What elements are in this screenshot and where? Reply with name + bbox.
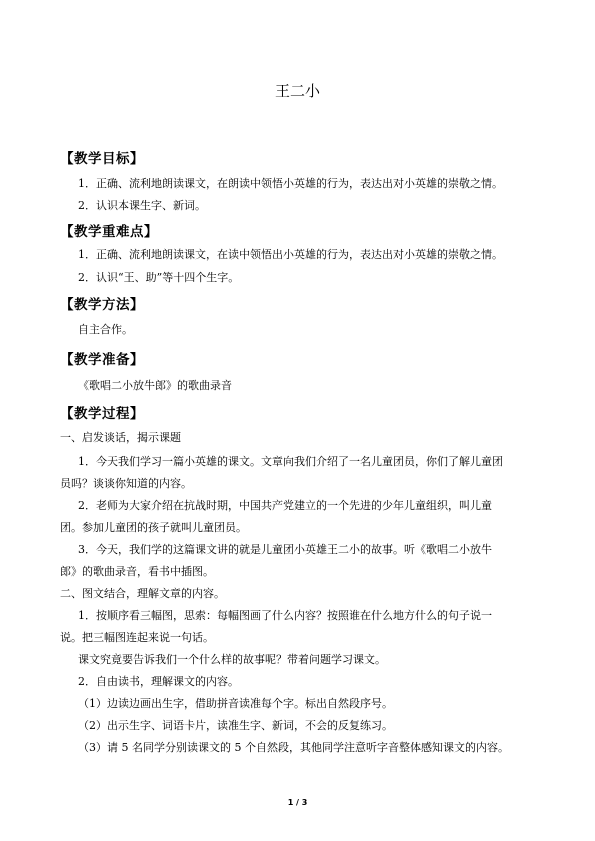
process-line: 员吗？谈谈你知道的内容。	[60, 477, 192, 490]
process-line: 1．今天我们学习一篇小英雄的课文。文章向我们介绍了一名儿童团员，你们了解儿童团	[78, 455, 503, 468]
process-line: 1．按顺序看三幅图，思索：每幅图画了什么内容？按照谁在什么地方什么的句子说一	[78, 609, 492, 622]
section-heading-process: 【教学过程】	[60, 406, 144, 422]
preparation-text: 《歌唱二小放牛郎》的歌曲录音	[78, 379, 232, 392]
process-line: 团。参加儿童团的孩子就叫儿童团员。	[60, 521, 247, 534]
process-line: 2．老师为大家介绍在抗战时期，中国共产党建立的一个先进的少年儿童组织，叫儿童	[78, 499, 492, 512]
process-line: 课文究竟要告诉我们一个什么样的故事呢？带着问题学习课文。	[78, 653, 386, 666]
section-heading-preparation: 【教学准备】	[60, 352, 144, 368]
process-line: 郎》的歌曲录音，看书中插图。	[60, 565, 214, 578]
section-heading-methods: 【教学方法】	[60, 297, 144, 313]
process-line: 2．自由读书，理解课文的内容。	[78, 675, 239, 688]
goals-item-1: 1．正确、流利地朗读课文，在朗读中领悟小英雄的行为，表达出对小英雄的崇敬之情。	[78, 177, 503, 190]
methods-text: 自主合作。	[78, 323, 133, 336]
process-line: 二、图文结合，理解文章的内容。	[60, 587, 225, 600]
process-line: 说。把三幅图连起来说一句话。	[60, 631, 214, 644]
process-line: （2）出示生字、词语卡片，读准生字、新词，不会的反复练习。	[78, 719, 393, 732]
key-points-item-2: 2．认识“王、助”等十四个生字。	[78, 271, 240, 284]
process-line: 一、启发谈话，揭示课题	[60, 431, 181, 444]
document-title: 王二小	[274, 82, 320, 100]
section-heading-goals: 【教学目标】	[60, 151, 144, 167]
page-number: 1 / 3	[287, 798, 308, 807]
process-line: （3）请 5 名同学分别读课文的 5 个自然段，其他同学注意听字音整体感知课文的内容。	[78, 741, 509, 754]
section-heading-key-points: 【教学重难点】	[60, 224, 158, 240]
process-line: （1）边读边画出生字，借助拼音读准每个字。标出自然段序号。	[78, 697, 393, 710]
key-points-item-1: 1．正确、流利地朗读课文，在读中领悟出小英雄的行为，表达出对小英雄的崇敬之情。	[78, 248, 503, 261]
process-line: 3．今天，我们学的这篇课文讲的就是儿童团小英雄王二小的故事。听《歌唱二小放牛	[78, 543, 492, 556]
goals-item-2: 2．认识本课生字、新词。	[78, 199, 206, 212]
